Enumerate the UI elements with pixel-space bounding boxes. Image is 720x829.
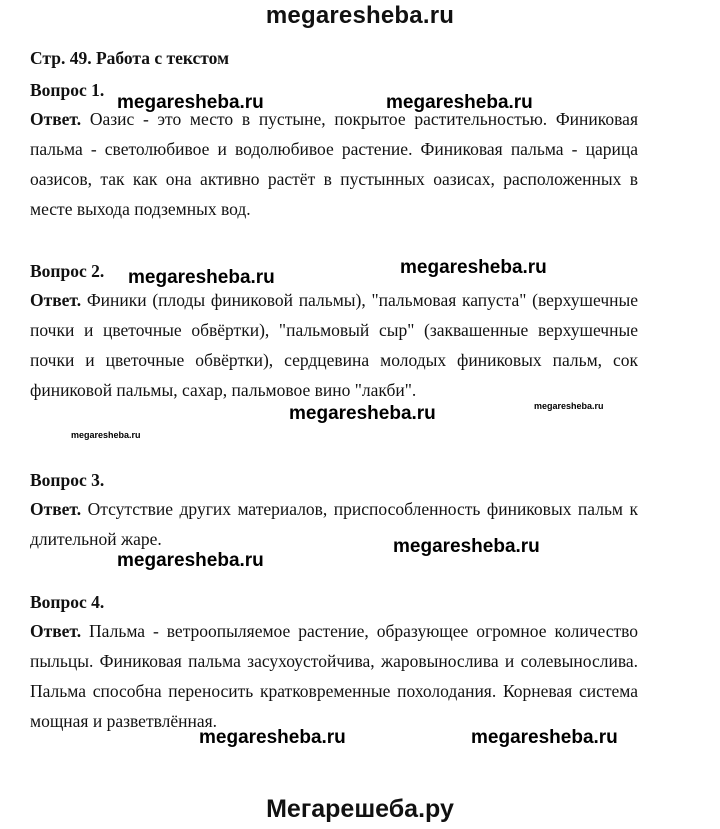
question-1-answer — [30, 104, 638, 224]
answer-label: Ответ. — [30, 109, 82, 129]
site-footer-watermark: Мегарешеба.ру — [266, 795, 454, 823]
answer-text: Пальма - ветроопыляемое растение, образующее огромное количество пыльцы. Финиковая пальма засухоустойчива, жаровынослива и солевынослива. Пальма способна переносить кратковременные похолодания. Корневая система мощная и разветвлённая. — [30, 621, 638, 731]
site-header-watermark: megaresheba.ru — [265, 2, 455, 29]
page-title: Стр. 49. Работа с текстом — [30, 48, 229, 68]
watermark: megaresheba.ru — [471, 727, 618, 748]
watermark: megaresheba.ru — [117, 550, 264, 571]
question-3-answer — [30, 494, 638, 557]
watermark-small: megaresheba.ru — [71, 430, 141, 440]
answer-label: Ответ. — [30, 290, 82, 310]
answer-text: Отсутствие других материалов, приспособленность финиковых пальм к длительной жаре. — [30, 499, 638, 549]
answer-label: Ответ. — [30, 621, 82, 641]
watermark: megaresheba.ru — [117, 92, 264, 113]
question-4-heading: Вопрос 4. — [30, 592, 105, 612]
watermark: megaresheba.ru — [199, 727, 346, 748]
watermark: megaresheba.ru — [289, 403, 436, 424]
watermark: megaresheba.ru — [128, 267, 275, 288]
answer-text: Финики (плоды финиковой пальмы), "пальмовая капуста" (верхушечные почки и цветочные обвёртки), "пальмовый сыр" (заквашенные верхушечные почки и цветочные обвёртки), сердцевина молодых финиковых пальм, сок финиковой пальмы, сахар, пальмовое вино "лакби". — [30, 290, 639, 400]
watermark: megaresheba.ru — [386, 92, 533, 113]
answer-text: Оазис - это место в пустыне, покрытое растительностью. Финиковая пальма - светолюбивое и водолюбивое растение. Финиковая пальма - царица оазисов, так как она активно растёт в пустынных оазисах, расположенных в месте выхода подземных вод. — [30, 109, 638, 219]
watermark: megaresheba.ru — [393, 536, 540, 557]
watermark: megaresheba.ru — [400, 257, 547, 278]
question-2-heading: Вопрос 2. — [30, 261, 105, 281]
question-3-heading: Вопрос 3. — [30, 470, 105, 490]
question-2-answer — [30, 285, 638, 405]
watermark-small: megaresheba.ru — [534, 401, 604, 411]
question-1-heading: Вопрос 1. — [30, 80, 105, 100]
question-4-answer — [30, 616, 638, 736]
answer-label: Ответ. — [30, 499, 82, 519]
